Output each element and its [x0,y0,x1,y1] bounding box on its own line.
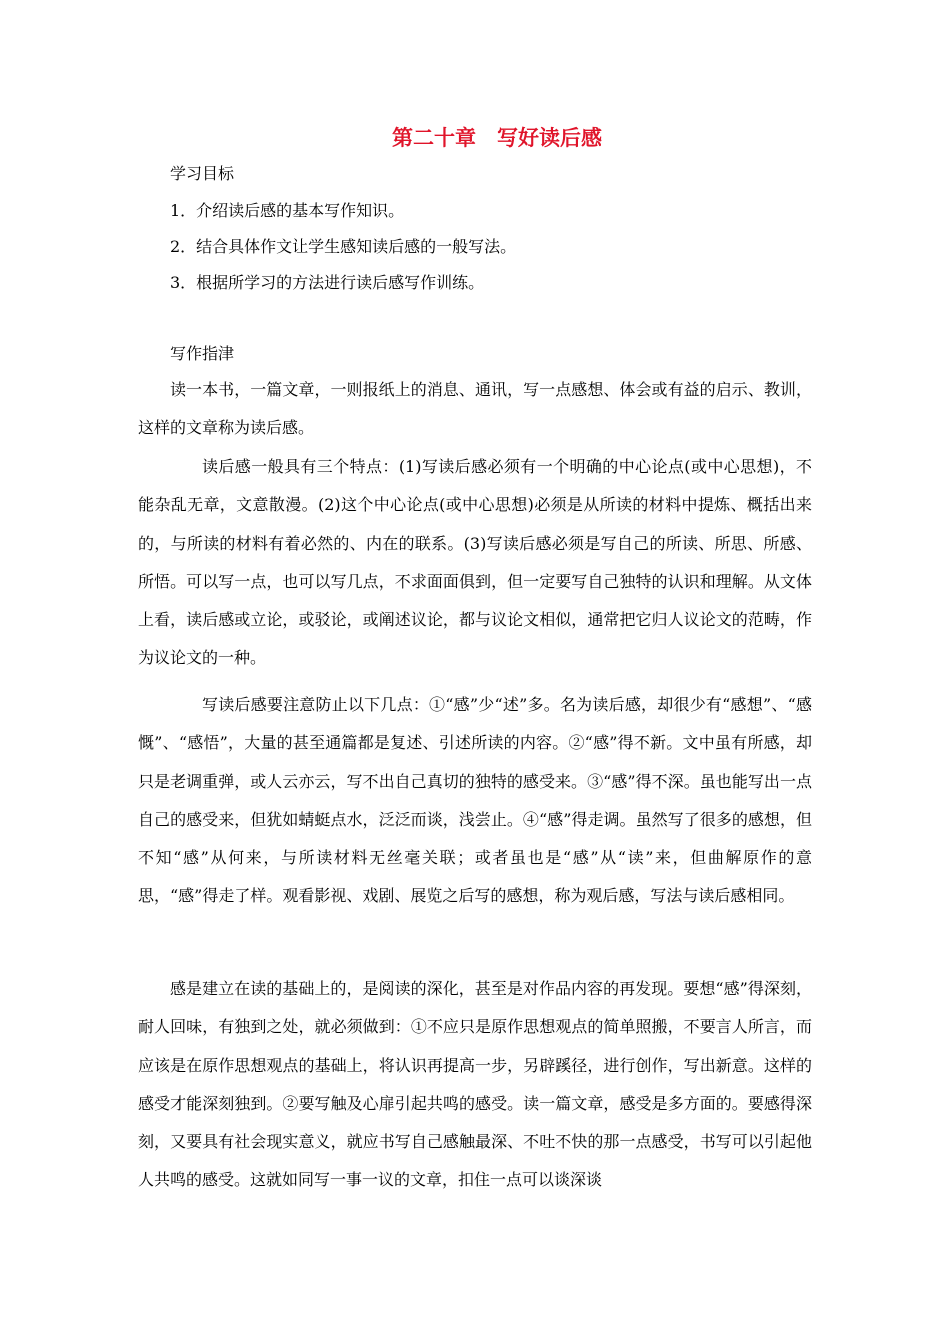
objective-item-3: 3．根据所学习的方法进行读后感写作训练。 [170,273,485,292]
objectives-heading: 学习目标 [170,164,235,183]
guide-heading: 写作指津 [170,344,235,363]
paragraph-depth: 感是建立在读的基础上的，是阅读的深化，甚至是对作品内容的再发现。要想“感”得深刻，耐人回味，有独到之处，就必须做到：①不应只是原作思想观点的简单照搬，不要言人所言，而应该是在原作思想观点的基础上，将认识再提高一步，另辟蹊径，进行创作，写出新意。这样的感受才能深刻独到。②要写触及心扉引起共鸣的感受。读一篇文章，感受是多方面的。要感得深刻，又要具有社会现实意义，就应书写自己感触最深、不吐不快的那一点感受，书写可以引起他人共鸣的感受。这就如同写一事一议的文章，扣住一点可以谈深谈 [138,979,812,1190]
chapter-title: 第二十章 写好读后感 [392,125,602,150]
paragraph-features: 读后感一般具有三个特点：(1)写读后感必须有一个明确的中心论点(或中心思想)，不能杂乱无章，文意散漫。(2)这个中心论点(或中心思想)必须是从所读的材料中提炼、概括出来的，与所读的材料有着必然的、内在的联系。(3)写读后感必须是写自己的所读、所思、所感、所悟。可以写一点，也可以写几点，不求面面俱到，但一定要写自己独特的认识和理解。从文体上看，读后感或立论，或驳论，或阐述议论，都与议论文相似，通常把它归人议论文的范畴，作为议论文的一种。 [138,457,812,668]
objective-item-2: 2．结合具体作文让学生感知读后感的一般写法。 [170,237,517,256]
objective-item-1: 1．介绍读后感的基本写作知识。 [170,201,405,220]
paragraph-definition: 读一本书，一篇文章，一则报纸上的消息、通讯，写一点感想、体会或有益的启示、教训，这样的文章称为读后感。 [138,380,812,438]
paragraph-cautions: 写读后感要注意防止以下几点：①“感”少“述”多。名为读后感，却很少有“感想”、“感慨”、“感悟”，大量的甚至通篇都是复述、引述所读的内容。②“感”得不新。文中虽有所感，却只是老调重弹，或人云亦云，写不出自己真切的独特的感受来。③“感”得不深。虽也能写出一点自己的感受来，但犹如蜻蜓点水，泛泛而谈，浅尝止。④“感”得走调。虽然写了很多的感想，但不知“感”从何来，与所读材料无丝毫关联；或者虽也是“感”从“读”来，但曲解原作的意思，“感”得走了样。观看影视、戏剧、展览之后写的感想，称为观后感，写法与读后感相同。 [138,695,812,906]
